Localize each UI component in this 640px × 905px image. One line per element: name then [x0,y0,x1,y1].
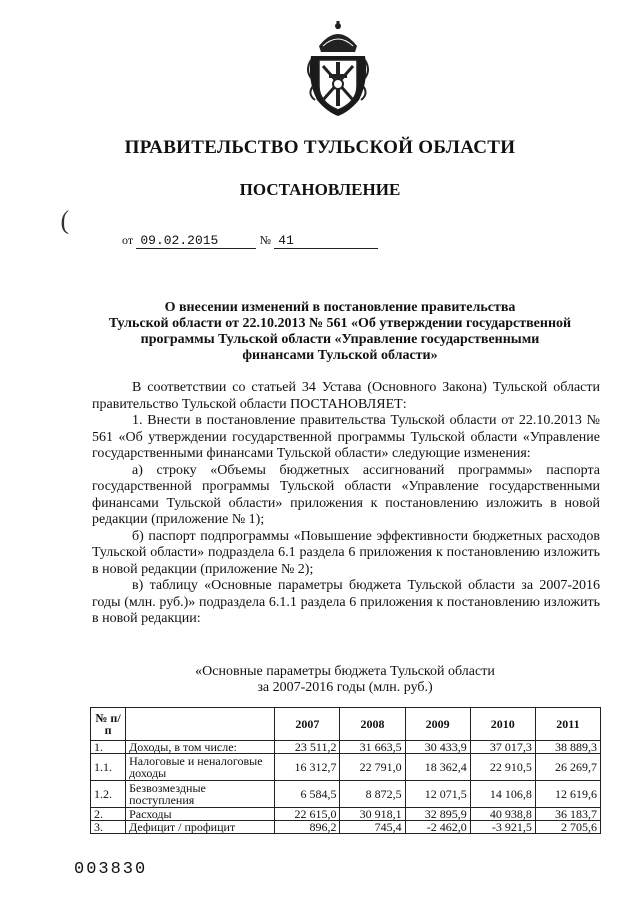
row-value: 14 106,8 [470,781,535,808]
row-value: 37 017,3 [470,741,535,754]
row-value: 2 705,6 [535,821,600,834]
government-title: ПРАВИТЕЛЬСТВО ТУЛЬСКОЙ ОБЛАСТИ [124,137,516,158]
paragraph-item-a: а) строку «Объемы бюджетных ассигнований программы» паспорта государственной программы Тульской области «Управление государственными финансами Тульской области» приложения к постановлению изложить в новой редакции (приложение № 1); [92,462,600,527]
handwritten-margin-mark: ( [57,205,72,236]
table-row [91,821,601,834]
header-year: 2008 [340,708,405,741]
row-value: 38 889,3 [535,741,600,754]
row-value: 26 269,7 [535,754,600,781]
row-value: 22 910,5 [470,754,535,781]
row-name: Доходы, в том числе: [126,741,275,754]
row-value: 16 312,7 [275,754,340,781]
row-value: -3 921,5 [470,821,535,834]
row-value: 22 791,0 [340,754,405,781]
table-row [91,741,601,754]
row-name: Налоговые и неналоговые доходы [126,754,275,781]
from-label: от [122,233,134,247]
row-value: 23 511,2 [275,741,340,754]
row-value: -2 462,0 [405,821,470,834]
row-number: 2. [91,808,126,821]
row-number: 1.1. [91,754,126,781]
paragraph-item-v: в) таблицу «Основные параметры бюджета Тульской области за 2007-2016 годы (млн. руб.)» подраздела 6.1.1 раздела 6 приложения к постановлению изложить в новой редакции: [92,578,600,626]
document-number: 41 [274,234,378,249]
table-caption [90,664,600,696]
row-value: 22 615,0 [275,808,340,821]
row-number: 1. [91,741,126,754]
row-value: 32 895,9 [405,808,470,821]
resolution-title-line: О внесении изменений в постановление правительства [164,300,516,315]
row-value: 18 362,4 [405,754,470,781]
paragraph-item-1: 1. Внести в постановление правительства Тульской области от 22.10.2013 № 561 «Об утверждении государственной программы Тульской области «Управление государственными финансами Тульской области» следующие изменения: [92,413,600,461]
header-year: 2007 [275,708,340,741]
row-number: 3. [91,821,126,834]
header-name-column [126,708,275,741]
header-year: 2009 [405,708,470,741]
row-value: 40 938,8 [470,808,535,821]
budget-parameters-table [90,707,601,834]
header-year: 2010 [470,708,535,741]
row-name: Расходы [126,808,275,821]
table-row [91,781,601,808]
table-caption-line: «Основные параметры бюджета Тульской области [195,664,495,679]
table-row [91,754,601,781]
paragraph-item-b: б) паспорт подпрограммы «Повышение эффективности бюджетных расходов Тульской области» подраздела 6.1 раздела 6 приложения к постановлению изложить в новой редакции (приложение № 2); [92,528,600,577]
row-value: 31 663,5 [340,741,405,754]
document-serial-number: 003830 [74,860,148,879]
row-number: 1.2. [91,781,126,808]
row-value: 30 918,1 [340,808,405,821]
row-value: 36 183,7 [535,808,600,821]
document-type: ПОСТАНОВЛЕНИЕ [239,180,401,199]
table-header-row [91,708,601,741]
coat-of-arms-icon [305,20,371,120]
row-value: 896,2 [275,821,340,834]
preamble-paragraph: В соответствии со статьей 34 Устава (Основного Закона) Тульской области правительство Тульской области ПОСТАНОВЛЯЕТ: [92,380,600,412]
resolution-title [80,300,600,364]
row-value: 745,4 [340,821,405,834]
row-name: Дефицит / профицит [126,821,275,834]
header-year: 2011 [535,708,600,741]
table-caption-line: за 2007-2016 годы (млн. руб.) [257,680,433,695]
header-number-column: № п/п [91,708,126,741]
row-value: 6 584,5 [275,781,340,808]
resolution-body [92,380,600,628]
number-label: № [259,233,272,247]
resolution-title-line: Тульской области от 22.10.2013 № 561 «Об утверждении государственной [108,316,572,331]
resolution-title-line: программы Тульской области «Управление государственными [140,332,540,347]
row-value: 12 619,6 [535,781,600,808]
table-row [91,808,601,821]
resolution-title-line: финансами Тульской области» [242,348,438,363]
document-date: 09.02.2015 [136,234,256,249]
row-name: Безвозмездные поступления [126,781,275,808]
date-number-line [122,232,378,249]
row-value: 8 872,5 [340,781,405,808]
row-value: 12 071,5 [405,781,470,808]
row-value: 30 433,9 [405,741,470,754]
